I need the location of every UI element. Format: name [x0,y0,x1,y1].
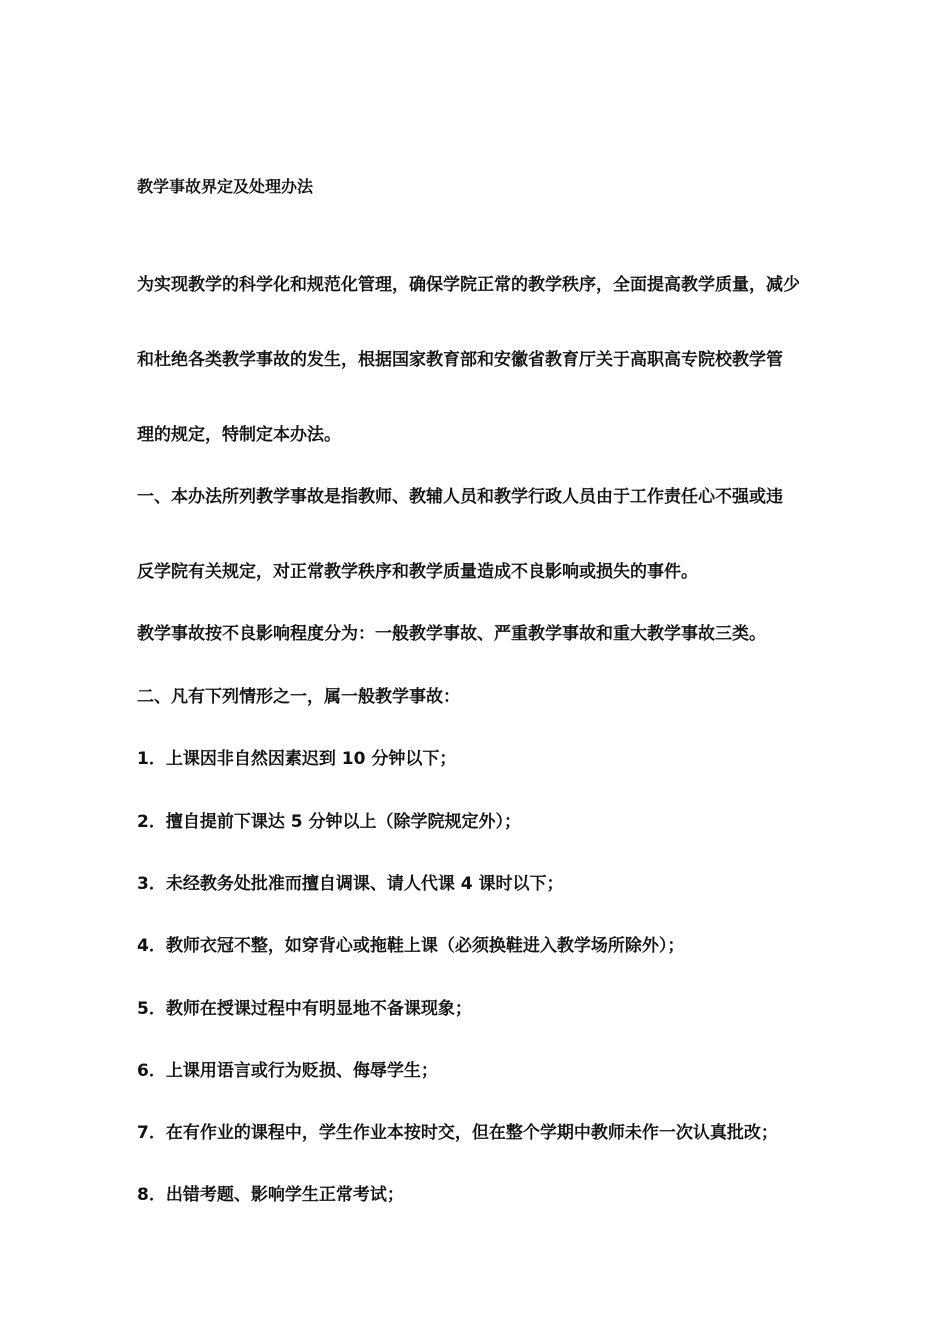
list-item-1: 1．上课因非自然因素迟到 10 分钟以下； [137,749,457,769]
intro-line-1: 为实现教学的科学化和规范化管理，确保学院正常的教学秩序，全面提高教学质量，减少 [137,275,800,295]
intro-line-3: 理的规定，特制定本办法。 [137,425,341,445]
list-item-7: 7．在有作业的课程中，学生作业本按时交，但在整个学期中教师未作一次认真批改； [137,1123,778,1143]
list-item-8: 8．出错考题、影响学生正常考试； [137,1185,404,1205]
list-item-6: 6．上课用语言或行为贬损、侮辱学生； [137,1061,438,1081]
section2-heading: 二、凡有下列情形之一，属一般教学事故： [137,687,460,707]
section1-line-1: 一、本办法所列教学事故是指教师、教辅人员和教学行政人员由于工作责任心不强或违 [137,487,783,507]
classification-paragraph: 教学事故按不良影响程度分为：一般教学事故、严重教学事故和重大教学事故三类。 [137,624,766,644]
list-item-3: 3．未经教务处批准而擅自调课、请人代课 4 课时以下； [137,874,564,894]
list-item-5: 5．教师在授课过程中有明显地不备课现象； [137,999,472,1019]
document-title: 教学事故界定及处理办法 [137,177,314,196]
intro-line-2: 和杜绝各类教学事故的发生，根据国家教育部和安徽省教育厅关于高职高专院校教学管 [137,350,783,370]
section1-line-2: 反学院有关规定，对正常教学秩序和教学质量造成不良影响或损失的事件。 [137,562,698,582]
list-item-4: 4．教师衣冠不整，如穿背心或拖鞋上课（必须换鞋进入教学场所除外）； [137,936,685,956]
list-item-2: 2．擅自提前下课达 5 分钟以上（除学院规定外）； [137,812,521,832]
